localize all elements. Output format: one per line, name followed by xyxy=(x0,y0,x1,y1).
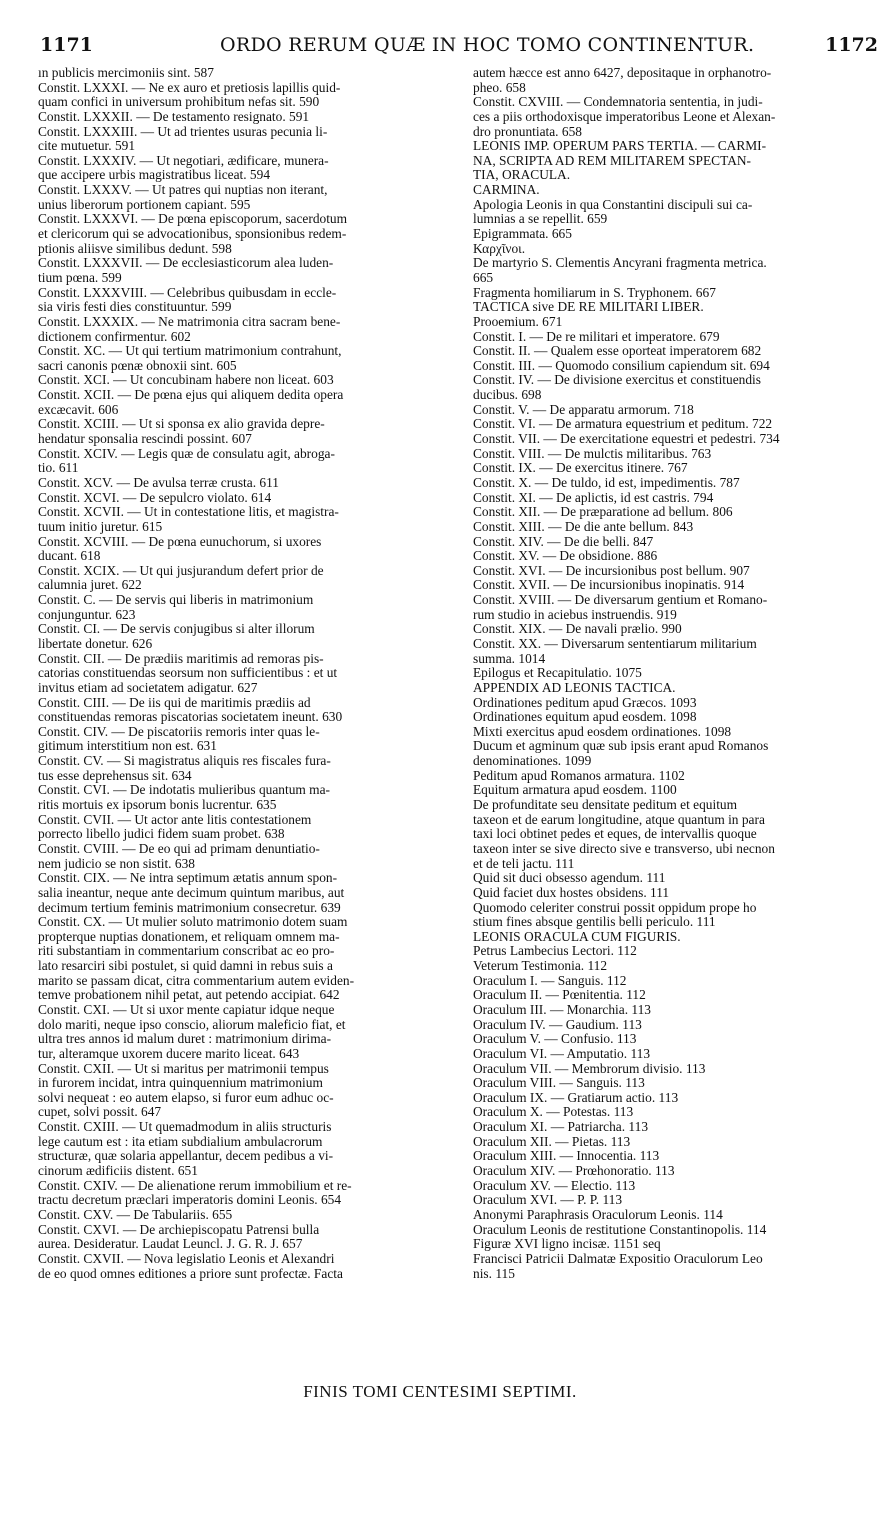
text-line: Oraculum XIII. — Innocentia. 113 xyxy=(473,1149,660,1164)
text-line: tuum initio juretur. 615 xyxy=(38,519,163,534)
text-line: tus esse deprehensus sit. 634 xyxy=(38,768,192,783)
text-line: lumnias a se repellit. 659 xyxy=(473,212,608,227)
right-column xyxy=(473,66,878,1281)
text-line: et de teli jactu. 111 xyxy=(473,856,575,871)
text-line: Oraculum XI. — Patriarcha. 113 xyxy=(473,1120,649,1135)
text-line: Constit. XVI. — De incursionibus post bellum. 907 xyxy=(473,563,750,578)
text-line: LEONIS IMP. OPERUM PARS TERTIA. — CARMI- xyxy=(473,139,767,154)
text-line: Constit. CIII. — De iis qui de maritimis prædiis ad xyxy=(38,695,311,710)
text-line: cinorum ædificiis distent. 651 xyxy=(38,1164,198,1179)
text-line: 665 xyxy=(473,270,494,285)
text-line: nem judicio se non sistit. 638 xyxy=(38,856,195,871)
text-line: et clericorum qui se advocationibus, sponsionibus redem- xyxy=(38,227,347,242)
text-line: porrecto libello judici fidem suam probet. 638 xyxy=(38,827,285,842)
text-line: Constit. XIX. — De navali prælio. 990 xyxy=(473,622,682,637)
text-line: Constit. IV. — De divisione exercitus et constituendis xyxy=(473,373,761,388)
text-line: Constit. CXI. — Ut si uxor mente capiatur idque neque xyxy=(38,1003,335,1017)
text-line: structuræ, quæ solaria appellantur, decem pedibus a vi- xyxy=(38,1149,334,1164)
text-line: Constit. CXVIII. — Condemnatoria sententia, in judi- xyxy=(473,95,763,110)
text-line: Oraculum X. — Potestas. 113 xyxy=(473,1105,634,1120)
text-line: Constit. C. — De servis qui liberis in matrimonium xyxy=(38,593,314,608)
text-line: libertate donetur. 626 xyxy=(38,636,153,651)
text-line: sacri canonis pœnæ obnoxii sint. 605 xyxy=(38,358,237,373)
text-line: Constit. XCVII. — Ut in contestatione litis, et magistra- xyxy=(38,505,339,520)
text-line: Constit. CVII. — Ut actor ante litis contestationem xyxy=(38,812,312,827)
text-line: De profunditate seu densitate peditum et equitum xyxy=(473,798,738,813)
text-line: Constit. III. — Quomodo consilium capiendum sit. 694 xyxy=(473,358,770,373)
text-line: ptionis aliisve similibus dedunt. 598 xyxy=(38,241,232,256)
text-line: Constit. II. — Qualem esse oporteat imperatorem 682 xyxy=(473,344,762,359)
text-line: Constit. LXXXIII. — Ut ad trientes usuras pecunia li- xyxy=(38,124,328,139)
text-line: Constit. XIV. — De die belli. 847 xyxy=(473,534,654,549)
text-line: Constit. LXXXVII. — De ecclesiasticorum alea luden- xyxy=(38,256,334,271)
left-column xyxy=(38,66,456,1281)
text-line: taxi loci obtinet pedes et eques, de intervallis quoque xyxy=(473,827,757,842)
text-line: cupet, solvi possit. 647 xyxy=(38,1105,162,1120)
text-line: TIA, ORACULA. xyxy=(473,168,571,183)
text-line: tio. 611 xyxy=(38,461,79,476)
text-line: Constit. LXXXII. — De testamento resignato. 591 xyxy=(38,109,310,124)
text-line: lato resarciri sibi postulet, si quid damni in rebus suis a xyxy=(38,959,333,974)
text-line: propterque nuptias donationem, et reliquam omnem ma- xyxy=(38,929,340,944)
page-title: ORDO RERUM QUÆ IN HOC TOMO CONTINENTUR. xyxy=(220,34,755,56)
text-line: Oraculum I. — Sanguis. 112 xyxy=(473,973,627,988)
text-line: Epigrammata. 665 xyxy=(473,227,572,242)
text-line: Constit. XVIII. — De diversarum gentium et Romano- xyxy=(473,593,768,608)
text-line: Constit. XV. — De obsidione. 886 xyxy=(473,549,658,564)
text-line: quam confici in universum prohibitum nefas sit. 590 xyxy=(38,95,320,110)
text-line: Oraculum XV. — Electio. 113 xyxy=(473,1178,636,1193)
text-line: Anonymi Paraphrasis Oraculorum Leonis. 114 xyxy=(473,1207,723,1222)
text-line: Oraculum V. — Confusio. 113 xyxy=(473,1032,637,1047)
text-line: Constit. CIX. — Ne intra septimum ætatis annum spon- xyxy=(38,871,338,886)
text-line: Equitum armatura apud eosdem. 1100 xyxy=(473,783,677,798)
text-line: Constit. XCV. — De avulsa terræ crusta. 611 xyxy=(38,475,280,490)
text-line: Oraculum Leonis de restitutione Constantinopolis. 114 xyxy=(473,1222,767,1237)
text-line: Quid faciet dux hostes obsidens. 111 xyxy=(473,885,670,900)
text-line: ces a piis orthodoxisque imperatoribus Leone et Alexan- xyxy=(473,109,776,124)
text-line: Ordinationes equitum apud eosdem. 1098 xyxy=(473,710,697,725)
text-line: Constit. VIII. — De mulctis militaribus. 763 xyxy=(473,446,712,461)
text-line: temve probationem nihil petat, aut petendo accipiat. 642 xyxy=(38,988,340,1003)
text-line: salia ineantur, neque ante decimum quintum maribus, aut xyxy=(38,885,345,900)
page-header xyxy=(40,34,880,64)
text-line: solvi nequeat : eo autem elapso, si furor eum adhuc oc- xyxy=(38,1090,334,1105)
text-line: taxeon et de earum longitudine, atque quantum in para xyxy=(473,812,765,827)
text-line: aurea. Desideratur. Laudat Leuncl. J. G. R. J. 657 xyxy=(38,1237,303,1252)
page-number-right: 1172 xyxy=(825,34,878,56)
text-line: autem hæcce est anno 6427, depositaque in orphanotro- xyxy=(473,66,772,80)
text-line: Constit. XX. — Diversarum sententiarum militarium xyxy=(473,636,757,651)
text-line: Ducum et agminum quæ sub ipsis erant apud Romanos xyxy=(473,739,769,754)
text-line: Constit. CXIV. — De alienatione rerum immobilium et re- xyxy=(38,1178,352,1193)
text-line: Constit. CXII. — Ut si maritus per matrimonii tempus xyxy=(38,1061,329,1076)
text-line: Figuræ XVI ligno incisæ. 1151 seq xyxy=(473,1237,661,1252)
text-line: excæcavit. 606 xyxy=(38,402,119,417)
text-line: unius liberorum portionem capiant. 595 xyxy=(38,197,251,212)
text-line: Constit. CV. — Si magistratus aliquis res fiscales fura- xyxy=(38,754,331,769)
text-line: calumnia juret. 622 xyxy=(38,578,142,593)
text-line: stium fines absque gentilis belli periculo. 111 xyxy=(473,915,716,930)
page-number-left: 1171 xyxy=(40,34,93,56)
text-line: Oraculum VII. — Membrorum divisio. 113 xyxy=(473,1061,706,1076)
text-line: Constit. VII. — De exercitatione equestri et pedestri. 734 xyxy=(473,432,780,447)
text-line: Oraculum XIV. — Prœhonoratio. 113 xyxy=(473,1164,675,1179)
text-line: Constit. CXIII. — Ut quemadmodum in aliis structuris xyxy=(38,1120,332,1135)
text-line: riti substantiam in commentarium conscribat ac eo pro- xyxy=(38,944,335,959)
text-line: conjunguntur. 623 xyxy=(38,607,136,622)
text-line: NA, SCRIPTA AD REM MILITAREM SPECTAN- xyxy=(473,153,752,168)
text-line: Peditum apud Romanos armatura. 1102 xyxy=(473,768,685,783)
text-line: constituendas remoras piscatorias societatem ineunt. 630 xyxy=(38,710,343,725)
text-line: ultra tres annos id malum duret : matrimonium dirima- xyxy=(38,1032,332,1047)
text-line: Fragmenta homiliarum in S. Tryphonem. 667 xyxy=(473,285,716,300)
text-line: Epilogus et Recapitulatio. 1075 xyxy=(473,666,642,681)
text-line: De martyrio S. Clementis Ancyrani fragmenta metrica. xyxy=(473,256,767,271)
text-line: Constit. XCI. — Ut concubinam habere non liceat. 603 xyxy=(38,373,334,388)
text-line: Francisci Patricii Dalmatæ Expositio Oraculorum Leo xyxy=(473,1251,763,1266)
text-line: ducibus. 698 xyxy=(473,388,542,403)
text-line: decimum tertium feminis matrimonium consecretur. 639 xyxy=(38,900,341,915)
text-line: Constit. XCIX. — Ut qui jusjurandum defert prior de xyxy=(38,563,324,578)
text-line: Constit. XC. — Ut qui tertium matrimonium contrahunt, xyxy=(38,344,342,359)
text-line: Constit. LXXXVI. — De pœna episcoporum, sacerdotum xyxy=(38,212,348,227)
text-line: Constit. XII. — De præparatione ad bellum. 806 xyxy=(473,505,733,520)
text-line: Oraculum II. — Pœnitentia. 112 xyxy=(473,988,646,1003)
text-line: dro pronuntiata. 658 xyxy=(473,124,582,139)
text-line: CARMINA. xyxy=(473,183,540,198)
text-line: Constit. LXXXI. — Ne ex auro et pretiosis lapillis quid- xyxy=(38,80,341,95)
text-line: Constit. LXXXIX. — Ne matrimonia citra sacram bene- xyxy=(38,314,341,329)
text-line: Constit. I. — De re militari et imperatore. 679 xyxy=(473,329,720,344)
text-line: Oraculum IV. — Gaudium. 113 xyxy=(473,1017,642,1032)
text-line: Oraculum IX. — Gratiarum actio. 113 xyxy=(473,1090,679,1105)
text-line: tur, alteramque uxorem ducere marito liceat. 643 xyxy=(38,1046,300,1061)
text-line: nis. 115 xyxy=(473,1266,515,1281)
text-line: taxeon inter se sive directo sive e transverso, ubi necnon xyxy=(473,841,775,856)
text-line: Veterum Testimonia. 112 xyxy=(473,959,608,974)
text-line: dictionem confirmentur. 602 xyxy=(38,329,191,344)
text-line: APPENDIX AD LEONIS TACTICA. xyxy=(473,680,676,695)
text-line: Constit. XCIV. — Legis quæ de consulatu agit, abroga- xyxy=(38,446,335,461)
text-line: denominationes. 1099 xyxy=(473,754,592,769)
text-line: summa. 1014 xyxy=(473,651,546,666)
text-line: Constit. LXXXV. — Ut patres qui nuptias non iterant, xyxy=(38,183,328,198)
text-line: Constit. CXVI. — De archiepiscopatu Patrensi bulla xyxy=(38,1222,320,1237)
text-line: Constit. CII. — De prædiis maritimis ad remoras pis- xyxy=(38,651,324,666)
text-line: Constit. CVI. — De indotatis mulieribus quantum ma- xyxy=(38,783,330,798)
finis-line: FINIS TOMI CENTESIMI SEPTIMI. xyxy=(303,1382,577,1401)
text-line: Constit. CX. — Ut mulier soluto matrimonio dotem suam xyxy=(38,915,348,930)
text-line: catorias constituendas seorsum non sufficientibus : et ut xyxy=(38,666,338,681)
text-line: Constit. CI. — De servis conjugibus si alter illorum xyxy=(38,622,315,637)
text-line: Oraculum III. — Monarchia. 113 xyxy=(473,1003,651,1017)
text-line: hendatur sponsalia rescindi possint. 607 xyxy=(38,432,252,447)
text-line: lege cautum est : ita etiam subdialium ambulacrorum xyxy=(38,1134,323,1149)
text-line: pheo. 658 xyxy=(473,80,526,95)
text-line: Constit. XIII. — De die ante bellum. 843 xyxy=(473,519,694,534)
text-line: Constit. CXVII. — Nova legislatio Leonis et Alexandri xyxy=(38,1251,335,1266)
text-line: Constit. XCII. — De pœna ejus qui aliquem dedita opera xyxy=(38,388,344,403)
text-line: Apologia Leonis in qua Constantini discipuli sui ca- xyxy=(473,197,753,212)
text-line: rum studio in aciebus instruendis. 919 xyxy=(473,607,677,622)
text-line: Quid sit duci obsesso agendum. 111 xyxy=(473,871,666,886)
text-line: LEONIS ORACULA CUM FIGURIS. xyxy=(473,929,681,944)
text-line: Oraculum VIII. — Sanguis. 113 xyxy=(473,1076,645,1091)
text-line: Constit. CIV. — De piscatoriis remoris inter quas le- xyxy=(38,724,320,739)
text-line: Constit. CXV. — De Tabulariis. 655 xyxy=(38,1207,233,1222)
text-line: que accipere urbis magistratibus liceat. 594 xyxy=(38,168,271,183)
text-line: cite mutuetur. 591 xyxy=(38,139,136,154)
text-line: Καρχῖνοι. xyxy=(473,241,526,256)
text-line: Constit. XVII. — De incursionibus inopinatis. 914 xyxy=(473,578,745,593)
text-line: Oraculum XII. — Pietas. 113 xyxy=(473,1134,631,1149)
text-line: ducant. 618 xyxy=(38,549,101,564)
text-line: Constit. LXXXIV. — Ut negotiari, ædificare, munera- xyxy=(38,153,329,168)
text-line: Constit. LXXXVIII. — Celebribus quibusdam in eccle- xyxy=(38,285,337,300)
text-line: Quomodo celeriter construi possit oppidum prope ho xyxy=(473,900,757,915)
text-line: marito se passam dicat, citra commentarium autem eviden- xyxy=(38,973,355,988)
text-line: Constit. XCVI. — De sepulcro violato. 614 xyxy=(38,490,272,505)
text-line: Constit. V. — De apparatu armorum. 718 xyxy=(473,402,694,417)
text-line: Constit. XCIII. — Ut si sponsa ex alio gravida depre- xyxy=(38,417,325,432)
text-line: Oraculum XVI. — P. P. 113 xyxy=(473,1193,623,1208)
text-line: invitus etiam ad societatem adigatur. 627 xyxy=(38,680,258,695)
text-line: Mixti exercitus apud eosdem ordinationes. 1098 xyxy=(473,724,732,739)
text-line: Constit. IX. — De exercitus itinere. 767 xyxy=(473,461,688,476)
text-line: tractu decretum præclari imperatoris domini Leonis. 654 xyxy=(38,1193,342,1208)
text-line: sia viris festi dies constituuntur. 599 xyxy=(38,300,232,315)
text-line: Prooemium. 671 xyxy=(473,314,563,329)
text-line: Ordinationes peditum apud Græcos. 1093 xyxy=(473,695,697,710)
text-line: Constit. CVIII. — De eo qui ad primam denuntiatio- xyxy=(38,841,320,856)
text-line: Constit. XI. — De aplictis, id est castris. 794 xyxy=(473,490,714,505)
text-line: Petrus Lambecius Lectori. 112 xyxy=(473,944,637,959)
text-line: in furorem incidat, intra quinquennium matrimonium xyxy=(38,1076,323,1091)
text-line: ritis mortuis ex ipsorum bonis lucrentur. 635 xyxy=(38,798,277,813)
text-line: gitimum interstitium non est. 631 xyxy=(38,739,217,754)
text-line: TACTICA sive DE RE MILITARI LIBER. xyxy=(473,300,704,315)
text-line: tium pœna. 599 xyxy=(38,270,122,285)
text-line: Constit. XCVIII. — De pœna eunuchorum, si uxores xyxy=(38,534,322,549)
text-line: de eo quod omnes editiones a priore sunt profectæ. Facta xyxy=(38,1266,343,1281)
text-line: Constit. VI. — De armatura equestrium et peditum. 722 xyxy=(473,417,773,432)
text-line: dolo mariti, neque ipso conscio, aliorum maleficio fiat, et xyxy=(38,1017,346,1032)
text-line: ın publicis mercimoniis sint. 587 xyxy=(38,66,214,80)
text-line: Constit. X. — De tuldo, id est, impedimentis. 787 xyxy=(473,475,740,490)
text-line: Oraculum VI. — Amputatio. 113 xyxy=(473,1046,651,1061)
